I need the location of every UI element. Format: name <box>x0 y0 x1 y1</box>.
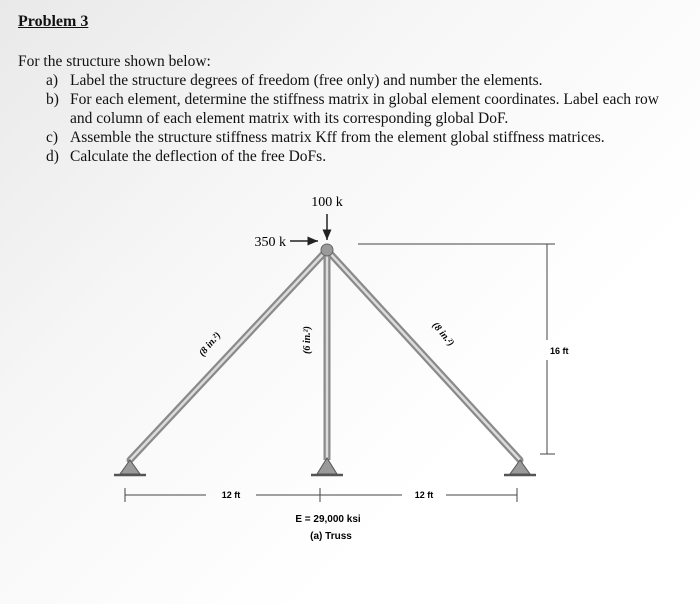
support-center <box>311 458 343 475</box>
modulus-label: E = 29,000 ksi <box>295 514 361 525</box>
figure-caption: (a) Truss <box>310 531 352 542</box>
area-label-right: (8 in.²) <box>429 320 457 349</box>
task-label: d) <box>46 148 59 165</box>
support-right <box>504 460 536 475</box>
task-label: c) <box>46 129 59 146</box>
span-right-label: 12 ft <box>414 490 434 500</box>
vertical-load-label: 100 k <box>311 195 343 210</box>
problem-intro: For the structure shown below: <box>18 53 211 70</box>
task-text: Assemble the structure stiffness matrix Kff from the element global stiffness matrices. <box>70 129 605 146</box>
span-left-label: 12 ft <box>221 490 241 500</box>
support-left <box>114 460 146 475</box>
task-label: a) <box>46 72 59 89</box>
task-text: Label the structure degrees of freedom (free only) and number the elements. <box>70 72 543 89</box>
task-text: For each element, determine the stiffness matrix in global element coordinates. Label each row and column of each element matrix with its corresponding global DoF. <box>70 91 659 127</box>
height-dimension-label: 16 ft <box>550 346 569 356</box>
truss-members <box>130 250 520 460</box>
task-label: b) <box>46 91 59 108</box>
problem-title: Problem 3 <box>18 13 89 30</box>
task-text: Calculate the deflection of the free DoFs. <box>70 148 327 165</box>
area-label-left: (8 in.²) <box>196 330 224 359</box>
top-joint <box>321 244 333 256</box>
horizontal-load-label: 350 k <box>254 235 286 250</box>
area-label-center: (6 in.²) <box>302 326 313 354</box>
span-dimension <box>125 488 517 502</box>
height-dimension <box>358 244 569 454</box>
